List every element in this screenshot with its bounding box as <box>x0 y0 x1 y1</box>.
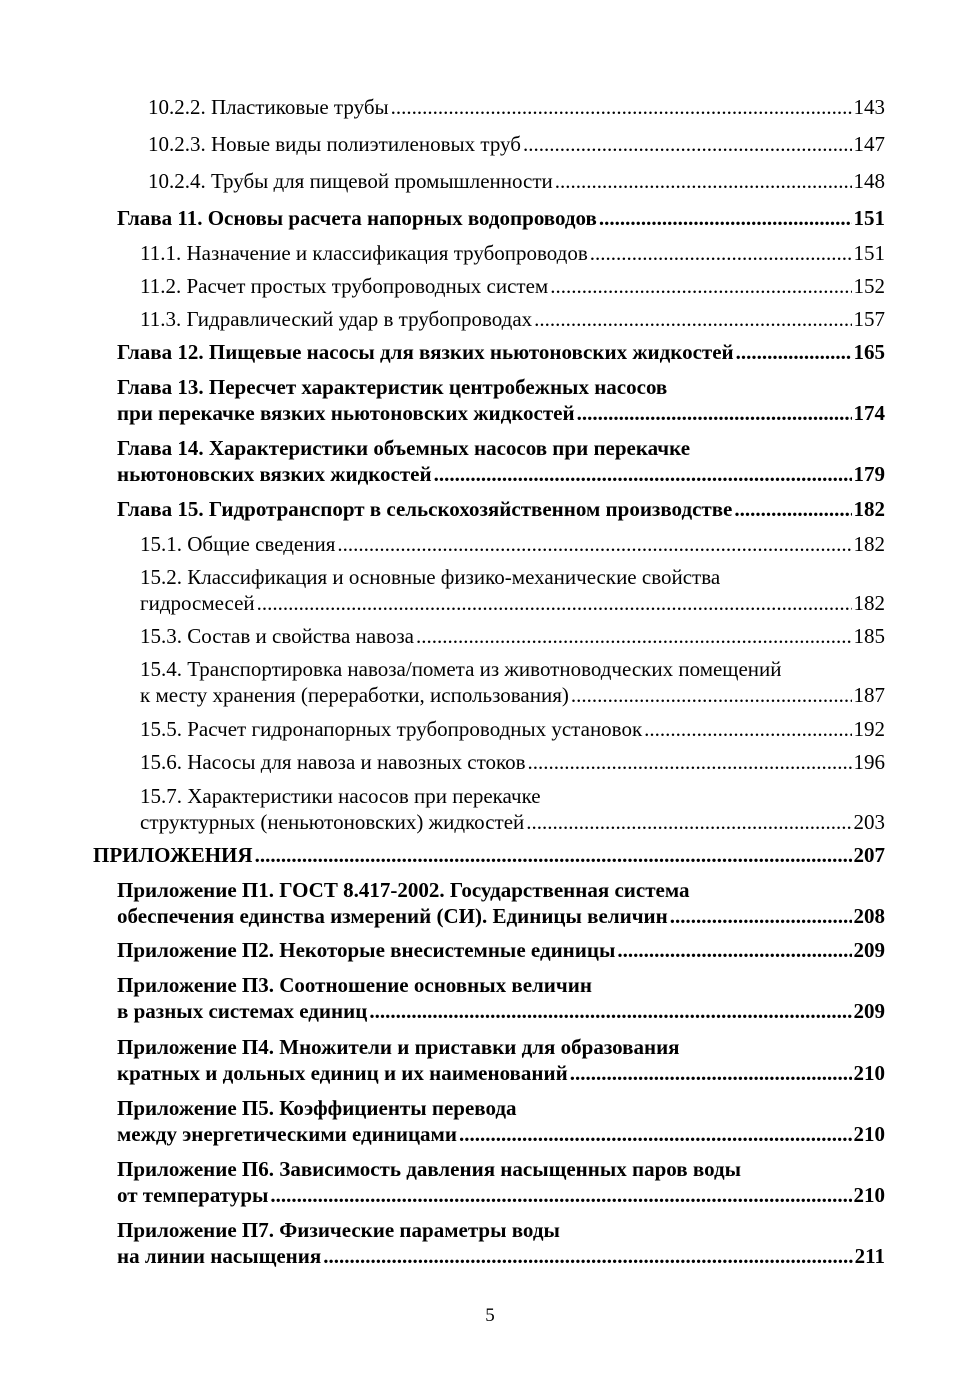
toc-entry-title-line1: 15.2. Классификация и основные физико-механические свойства <box>140 565 721 589</box>
toc-entry-title-line1: 15.4. Транспортировка навоза/помета из животноводческих помещений <box>140 657 782 681</box>
leader-dots <box>257 590 852 616</box>
leader-dots <box>555 168 852 194</box>
leader-dots <box>523 131 852 157</box>
toc-entry[interactable] <box>140 749 885 775</box>
leader-dots <box>570 1060 852 1086</box>
leader-dots <box>391 94 852 120</box>
toc-entry-title: гидросмесей <box>140 591 255 615</box>
toc-entry-title-line1: Приложение П3. Соотношение основных величин <box>117 973 592 997</box>
page-number: 5 <box>485 1305 495 1326</box>
toc-entry-page: 210 <box>853 1183 885 1207</box>
toc-entry-title-line1: Приложение П1. ГОСТ 8.417-2002. Государственная система <box>117 878 690 902</box>
toc-entry[interactable] <box>140 306 885 332</box>
toc-entry-title: Глава 12. Пищевые насосы для вязких ньютоновских жидкостей <box>117 340 734 364</box>
toc-entry-title: 15.6. Насосы для навоза и навозных стоков <box>140 750 526 774</box>
toc-entry-title: 11.1. Назначение и классификация трубопроводов <box>140 241 588 265</box>
leader-dots <box>337 531 851 557</box>
toc-entry-appendix[interactable] <box>117 1034 885 1086</box>
toc-entry-title: между энергетическими единицами <box>117 1122 457 1146</box>
toc-entry[interactable] <box>148 168 885 194</box>
leader-dots <box>323 1243 852 1269</box>
toc-entry-chapter[interactable] <box>117 374 885 426</box>
toc-entry-appendix[interactable] <box>117 937 885 963</box>
toc-entry-title-line1: Приложение П4. Множители и приставки для образования <box>117 1035 680 1059</box>
toc-entry-page: 151 <box>853 206 885 230</box>
toc-entry[interactable] <box>140 716 885 742</box>
toc-entry-page: 209 <box>853 938 885 962</box>
leader-dots <box>734 496 851 522</box>
leader-dots <box>459 1121 852 1147</box>
toc-entry-chapter[interactable] <box>117 339 885 365</box>
toc-entry-title: ПРИЛОЖЕНИЯ <box>93 843 253 867</box>
toc-entry-page: 208 <box>853 904 885 928</box>
toc-entry-appendix[interactable] <box>117 1095 885 1147</box>
toc-entry[interactable] <box>148 131 885 157</box>
toc-entry[interactable] <box>140 623 885 649</box>
toc-entry-page: 203 <box>853 810 885 834</box>
toc-entry-page: 174 <box>853 401 885 425</box>
toc-entry-title: 15.3. Состав и свойства навоза <box>140 624 414 648</box>
toc-entry-title-line1: 15.7. Характеристики насосов при перекачке <box>140 784 541 808</box>
toc-entry-page: 179 <box>853 462 885 486</box>
toc-entry-page: 196 <box>853 750 885 774</box>
toc-entry-appendix[interactable] <box>117 877 885 929</box>
toc-entry-title: при перекачке вязких ньютоновских жидкостей <box>117 401 575 425</box>
toc-entry-title: 15.5. Расчет гидронапорных трубопроводных установок <box>140 717 643 741</box>
toc-entry-page: 209 <box>853 999 885 1023</box>
leader-dots <box>590 240 852 266</box>
toc-entry-title-line1: Приложение П6. Зависимость давления насыщенных паров воды <box>117 1157 741 1181</box>
toc-entry-title-line1: Глава 13. Пересчет характеристик центробежных насосов <box>117 375 668 399</box>
toc-entry-title: ньютоновских вязких жидкостей <box>117 462 432 486</box>
leader-dots <box>550 273 851 299</box>
toc-entry-title: 11.2. Расчет простых трубопроводных систем <box>140 274 549 298</box>
leader-dots <box>617 937 851 963</box>
toc-entry-page: 147 <box>853 132 885 156</box>
toc-entry-page: 152 <box>853 274 885 298</box>
toc-entry-page: 151 <box>853 241 885 265</box>
leader-dots <box>434 461 852 487</box>
toc-entry[interactable] <box>140 656 885 708</box>
leader-dots <box>526 809 851 835</box>
toc-entry-page: 148 <box>853 169 885 193</box>
toc-entry-appendix[interactable] <box>117 1156 885 1208</box>
leader-dots <box>577 400 852 426</box>
toc-entry-title: 10.2.3. Новые виды полиэтиленовых труб <box>148 132 521 156</box>
toc-entry-title: Приложение П2. Некоторые внесистемные единицы <box>117 938 616 962</box>
toc-entry-title: к месту хранения (переработки, использования) <box>140 683 569 707</box>
toc-entry-page: 182 <box>853 497 885 521</box>
toc-entry-appendix[interactable] <box>117 972 885 1024</box>
toc-entry-chapter[interactable] <box>117 496 885 522</box>
toc-entry-title: обеспечения единства измерений (СИ). Единицы величин <box>117 904 668 928</box>
toc-entry-page: 182 <box>853 532 885 556</box>
leader-dots <box>369 998 851 1024</box>
toc-entry[interactable] <box>140 273 885 299</box>
toc-entry-title: в разных системах единиц <box>117 999 368 1023</box>
leader-dots <box>528 749 852 775</box>
toc-entry-appendix[interactable] <box>117 1217 885 1269</box>
leader-dots <box>599 205 852 231</box>
toc-entry-title: кратных и дольных единиц и их наименований <box>117 1061 568 1085</box>
toc-entry-title: 10.2.4. Трубы для пищевой промышленности <box>148 169 553 193</box>
toc-entry[interactable] <box>140 531 885 557</box>
toc-entry-page: 185 <box>853 624 885 648</box>
toc-entry-page: 143 <box>853 95 885 119</box>
toc-entry-title: 11.3. Гидравлический удар в трубопроводах <box>140 307 533 331</box>
toc-entry-title: 10.2.2. Пластиковые трубы <box>148 95 389 119</box>
toc-entry-title: на линии насыщения <box>117 1244 322 1268</box>
toc-entry[interactable] <box>140 240 885 266</box>
leader-dots <box>571 682 852 708</box>
toc-entry[interactable] <box>140 564 885 616</box>
toc-entry-page: 207 <box>853 843 885 867</box>
leader-dots <box>255 842 852 868</box>
toc-entry-title: от температуры <box>117 1183 269 1207</box>
toc-entry-page: 187 <box>853 683 885 707</box>
leader-dots <box>416 623 852 649</box>
toc-entry-page: 210 <box>853 1061 885 1085</box>
toc-entry-title: 15.1. Общие сведения <box>140 532 336 556</box>
toc-entry-page: 182 <box>853 591 885 615</box>
toc-entry[interactable] <box>148 94 885 120</box>
toc-entry-title-line1: Глава 14. Характеристики объемных насосов при перекачке <box>117 436 691 460</box>
toc-entry-title-line1: Приложение П5. Коэффициенты перевода <box>117 1096 517 1120</box>
toc-entry-title-line1: Приложение П7. Физические параметры воды <box>117 1218 560 1242</box>
toc-entry-chapter[interactable] <box>117 205 885 231</box>
leader-dots <box>644 716 851 742</box>
leader-dots <box>736 339 852 365</box>
leader-dots <box>534 306 851 332</box>
toc-entry-title: структурных (неньютоновских) жидкостей <box>140 810 525 834</box>
toc-entry[interactable] <box>140 783 885 835</box>
leader-dots <box>670 903 852 929</box>
toc-entry-page: 165 <box>853 340 885 364</box>
leader-dots <box>270 1182 851 1208</box>
toc-entry-section[interactable] <box>93 842 885 868</box>
toc-entry-page: 192 <box>853 717 885 741</box>
toc-entry-title: Глава 15. Гидротранспорт в сельскохозяйственном производстве <box>117 497 733 521</box>
toc-entry-page: 210 <box>853 1122 885 1146</box>
toc-entry-title: Глава 11. Основы расчета напорных водопроводов <box>117 206 597 230</box>
toc-entry-chapter[interactable] <box>117 435 885 487</box>
toc-entry-page: 157 <box>853 307 885 331</box>
toc-entry-page: 211 <box>854 1244 885 1268</box>
